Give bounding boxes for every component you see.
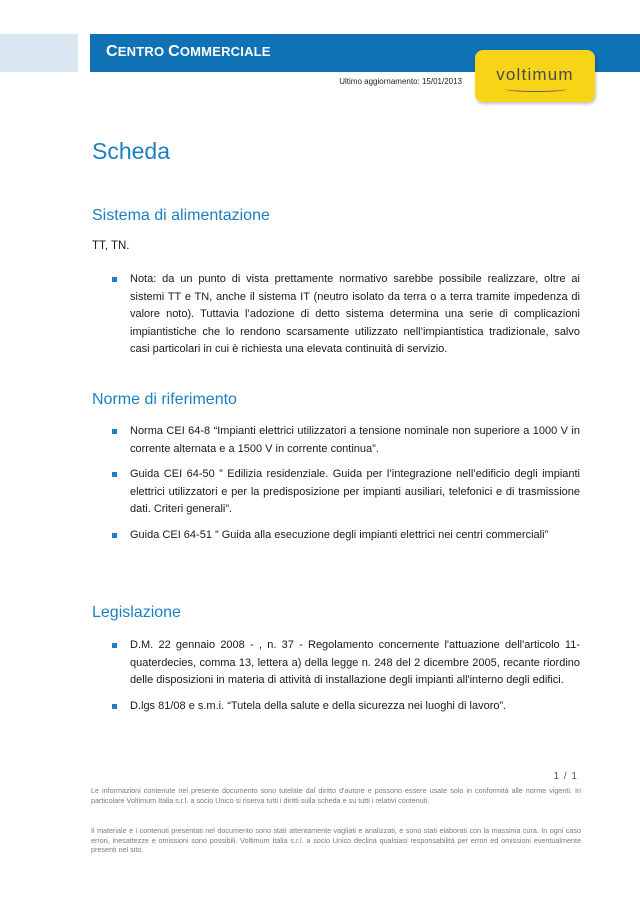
voltimum-logo xyxy=(475,50,595,102)
list-item: D.M. 22 gennaio 2008 - , n. 37 - Regolamento concernente l'attuazione dell'articolo 11-quaterdecies, comma 13, lettera a) della legge n. 248 del 2 dicembre 2005, recante riordino delle disposizioni in materia di attività di installazione degli impianti all'interno degli edifici. xyxy=(112,637,580,690)
bullet-icon xyxy=(112,429,117,434)
legislazione-list xyxy=(112,637,580,715)
bullet-icon xyxy=(112,704,117,709)
bullet-icon xyxy=(112,643,117,648)
section-heading-legislazione: Legislazione xyxy=(92,604,181,621)
alimentazione-intro: TT, TN. xyxy=(92,240,130,252)
section-heading-norme: Norme di riferimento xyxy=(92,391,237,408)
page-title: Scheda xyxy=(92,138,171,164)
bullet-icon xyxy=(112,533,117,538)
bullet-icon xyxy=(112,277,117,282)
section-heading-alimentazione: Sistema di alimentazione xyxy=(92,207,270,224)
list-item: Guida CEI 64-51 ” Guida alla esecuzione degli impianti elettrici nei centri commerciali” xyxy=(112,527,580,545)
footer-disclaimer-copyright: Le informazioni contenute nel presente documento sono tutelate dal diritto d'autore e possono essere usate solo in conformità alle norme vigenti. In particolare Voltimum Italia s.r.l. a socio Unico si riserva tutti i diritti sulla scheda e su tutti i relativi contenuti. xyxy=(91,786,581,805)
alimentazione-list xyxy=(112,271,580,359)
last-update-date: Ultimo aggiornamento: 15/01/2013 xyxy=(339,77,462,86)
footer-disclaimer-liability: Il materiale e i contenuti presentati nel documento sono stati attentamente vagliati e analizzati, e sono stati elaborati con la massima cura. In ogni caso errori, inesattezze e omissioni sono possibili. Voltimum Italia s.r.l. a socio Unico declina qualsiasi responsabilità per errori ed omissioni eventualmente presenti nel sito. xyxy=(91,826,581,855)
list-item: Guida CEI 64-50 ” Edilizia residenziale. Guida per l’integrazione nell’edificio degli impianti elettrici utilizzatori e per la predisposizione per impianti ausiliari, telefonici e di trasmissione dati. Criteri generali”. xyxy=(112,466,580,519)
list-item: Norma CEI 64-8 “Impianti elettrici utilizzatori a tensione nominale non superiore a 1000 V in corrente alternata e a 1500 V in corrente continua”. xyxy=(112,423,580,458)
page-number: 1 / 1 xyxy=(553,771,578,782)
bullet-icon xyxy=(112,472,117,477)
list-item: D.lgs 81/08 e s.m.i. “Tutela della salute e della sicurezza nei luoghi di lavoro”. xyxy=(112,698,580,716)
document-category-title: CENTRO COMMERCIALE xyxy=(106,43,271,60)
logo-swoosh-icon xyxy=(505,86,567,92)
logo-wordmark: voltimum xyxy=(496,65,574,84)
norme-list xyxy=(112,423,580,544)
header-accent-block xyxy=(0,34,78,72)
list-item: Nota: da un punto di vista prettamente normativo sarebbe possibile realizzare, oltre ai sistemi TT e TN, anche il sistema IT (neutro isolato da terra o a terra tramite impedenza di valore noto). Tuttavia l’adozione di detto sistema determina una serie di complicazioni impiantistiche che lo rendono scarsamente utilizzato nell’impiantistica tradizionale, salvo casi particolari in cui è richiesta una elevata continuità di servizio. xyxy=(112,271,580,359)
